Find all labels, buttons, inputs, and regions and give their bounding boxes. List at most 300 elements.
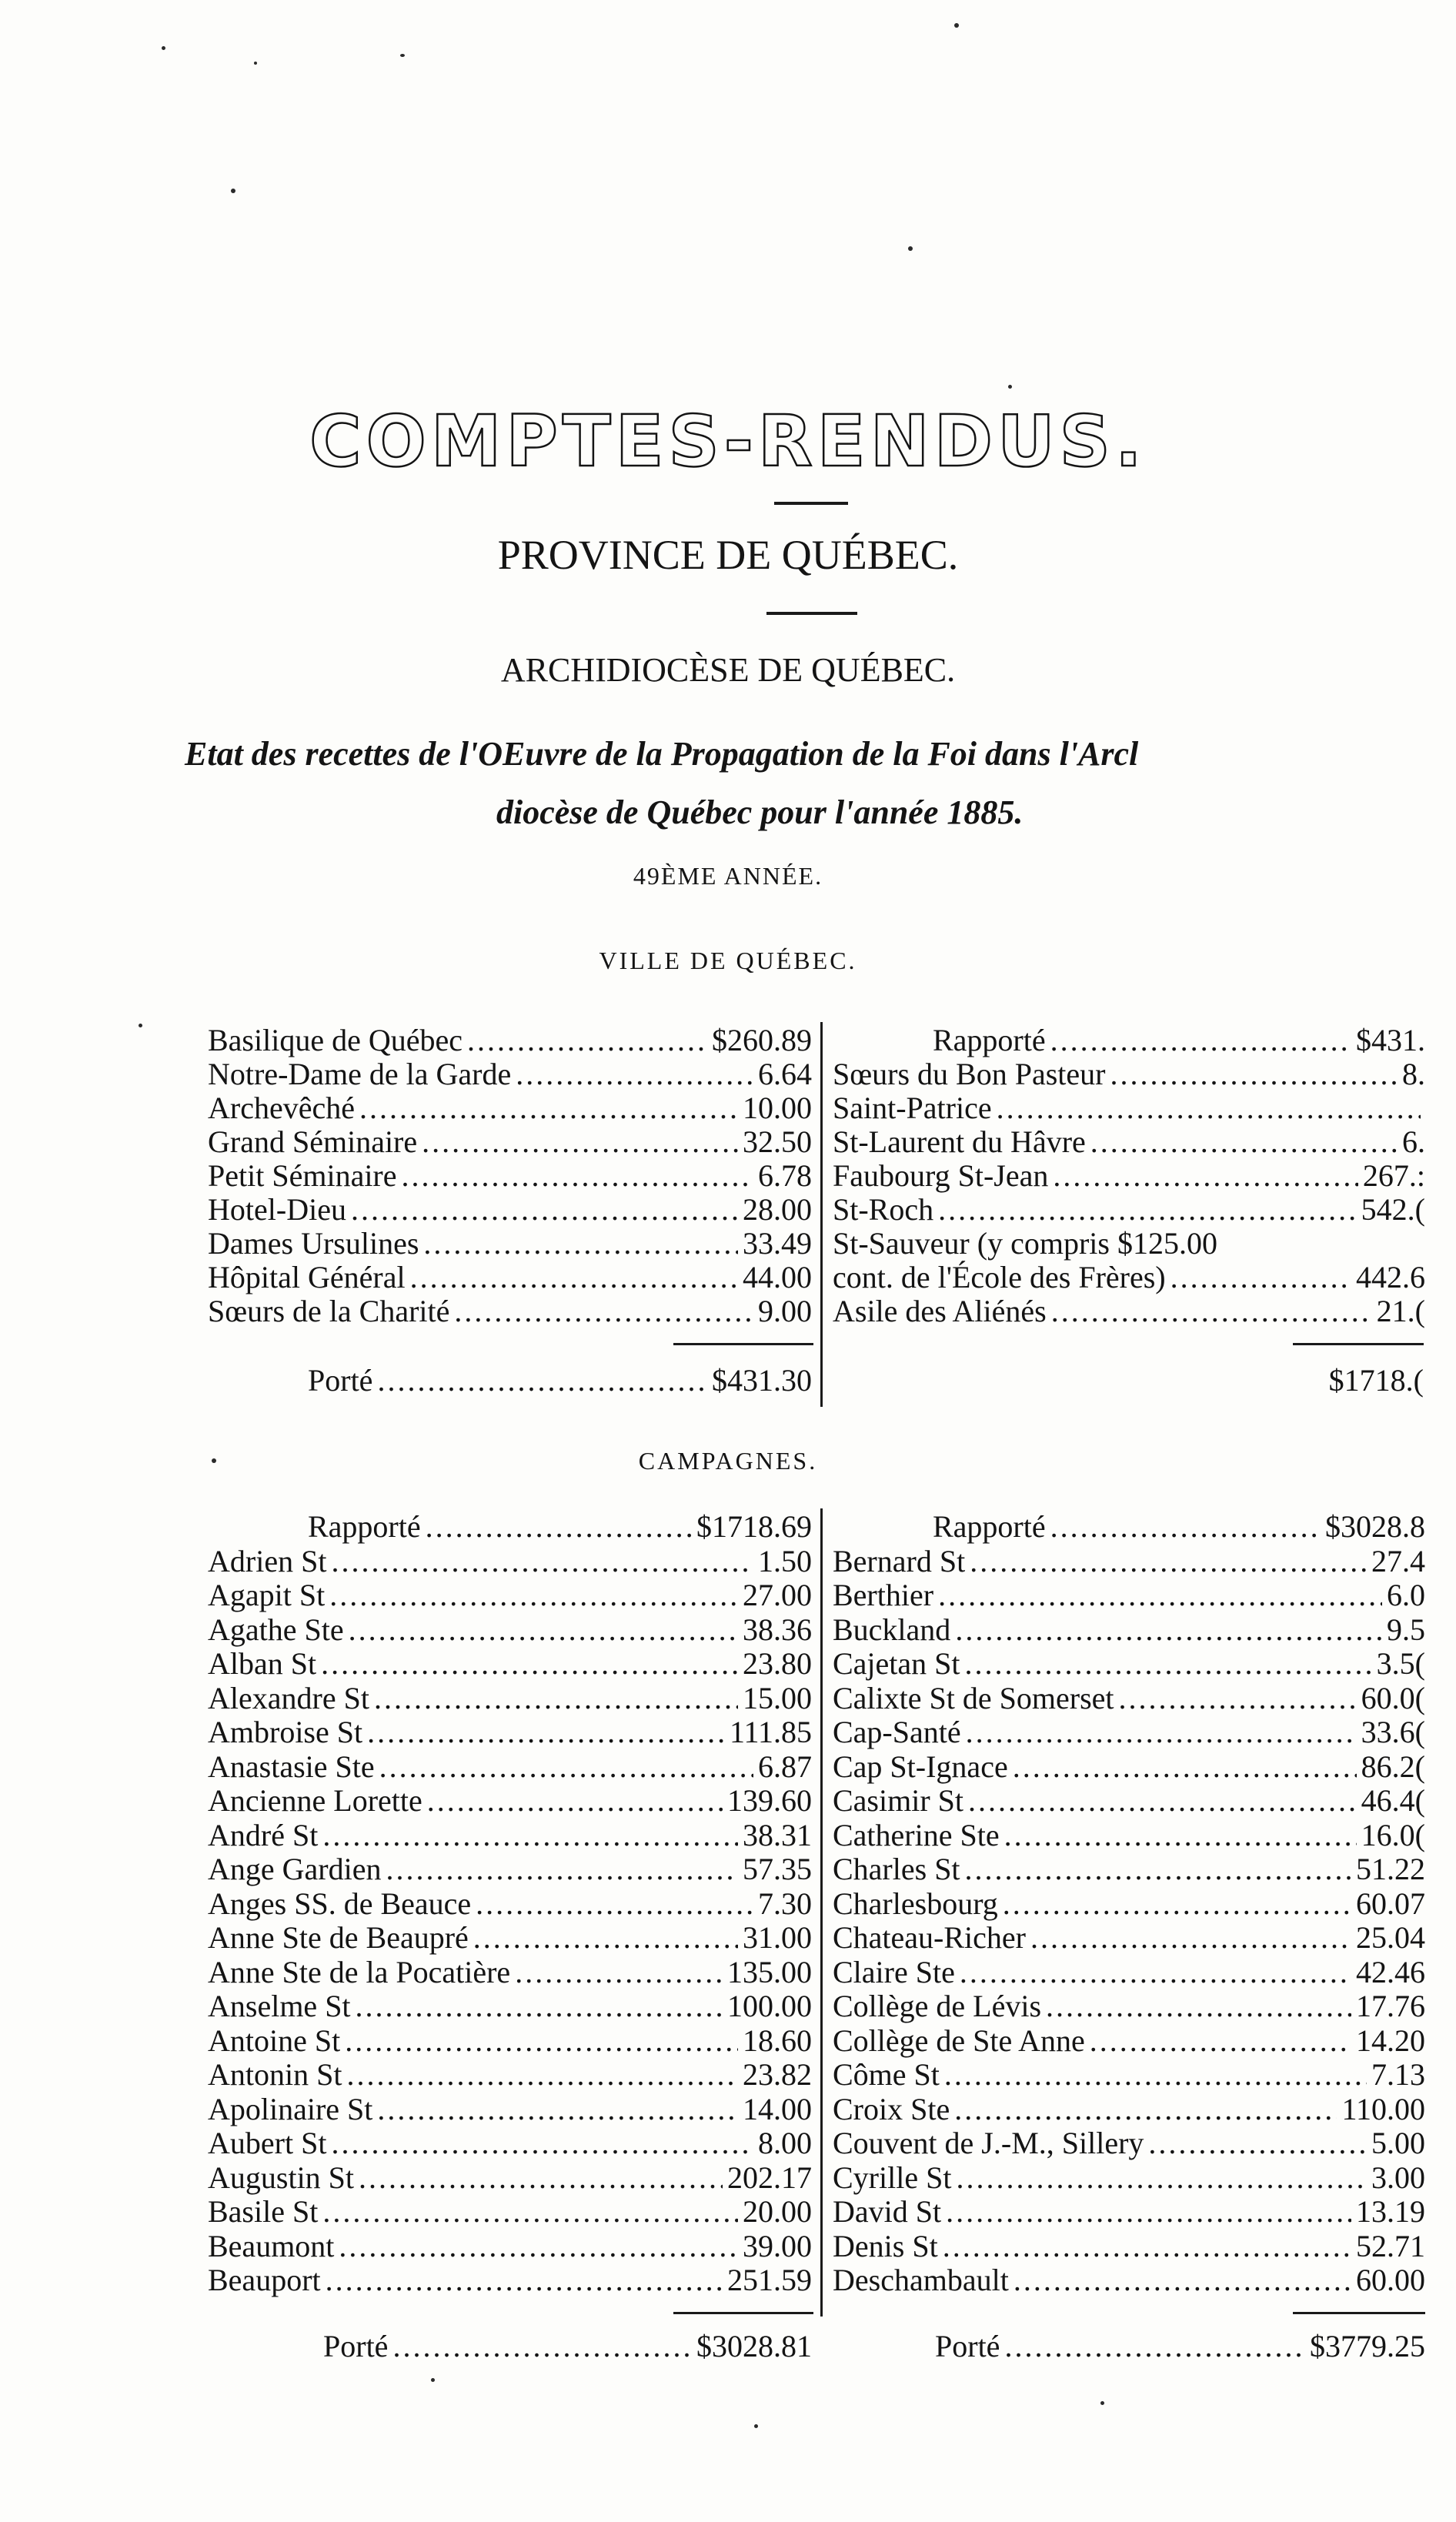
table-row: [208, 1057, 812, 1091]
table-row: [208, 2058, 812, 2093]
amount: 5.00: [1371, 2126, 1425, 2160]
leader-dots: [1003, 1887, 1351, 1922]
total-label: Porté: [323, 2329, 389, 2363]
table-row: [208, 2263, 812, 2298]
table-row: [208, 2126, 812, 2161]
leader-dots: [1090, 2024, 1351, 2059]
leader-dots: [386, 1852, 738, 1887]
table-row: [208, 1887, 812, 1922]
table-row: [208, 1159, 812, 1193]
scan-speck: [231, 189, 235, 193]
leader-dots: [329, 1578, 738, 1613]
amount: 60.0(: [1361, 1680, 1425, 1715]
table-row: [208, 2230, 812, 2264]
parish-name: Anne Ste de la Pocatière: [208, 1954, 511, 1989]
amount: 6.0: [1387, 1578, 1425, 1612]
leader-dots: [1014, 2263, 1351, 2298]
archidiocese-heading: ARCHIDIOCÈSE DE QUÉBEC.: [500, 651, 956, 689]
table-row: [833, 1784, 1425, 1819]
amount: 251.59: [727, 2263, 812, 2297]
table-row: [208, 1819, 812, 1853]
campagnes-right-sum-rule: [1293, 2312, 1425, 2314]
parish-name: Dames Ursulines: [208, 1226, 419, 1261]
table-row: [208, 1091, 812, 1125]
leader-dots: [1046, 1989, 1351, 2024]
scan-speck: [212, 1458, 216, 1463]
parish-name: Alban St: [208, 1646, 317, 1681]
table-row: [833, 1956, 1425, 1990]
amount: 23.80: [743, 1646, 812, 1681]
amount: 33.6(: [1361, 1715, 1425, 1749]
scan-speck: [1100, 2401, 1104, 2405]
leader-dots: [970, 1545, 1367, 1579]
leader-dots: [1119, 1682, 1357, 1716]
leader-dots: [938, 1193, 1357, 1227]
amount: 1.50: [758, 1543, 812, 1578]
leader-dots: [374, 1682, 738, 1716]
table-row: [833, 1125, 1425, 1159]
parish-name: Chateau-Richer: [833, 1920, 1026, 1955]
leader-dots: [1148, 2126, 1367, 2161]
leader-dots: [944, 2058, 1367, 2093]
carried-label: Rapporté: [933, 1023, 1046, 1057]
leader-dots: [997, 1091, 1421, 1125]
amount: 9.5: [1387, 1612, 1425, 1647]
amount: 9.00: [758, 1294, 812, 1328]
parish-name: Cap St-Ignace: [833, 1749, 1008, 1784]
total-amount: $3779.25: [1310, 2329, 1425, 2363]
leader-dots: [965, 1852, 1351, 1887]
parish-name: Ancienne Lorette: [208, 1783, 422, 1818]
amount: 20.00: [743, 2194, 812, 2229]
leader-dots: [515, 1956, 723, 1990]
parish-name: Catherine Ste: [833, 1817, 1000, 1852]
leader-dots: [346, 2058, 738, 2093]
parish-name: Adrien St: [208, 1543, 327, 1578]
ville-right-total-row: [1285, 1362, 1424, 1398]
amount: 42.46: [1356, 1954, 1425, 1989]
leader-dots: [1170, 1261, 1351, 1294]
table-row: [833, 1091, 1425, 1125]
report-subtitle: [185, 725, 1385, 842]
amount: 6.87: [758, 1749, 812, 1784]
parish-name: Apolinaire St: [208, 2091, 373, 2126]
ville-right-sum-rule: [1293, 1343, 1424, 1345]
parish-name: Buckland: [833, 1612, 951, 1647]
amount: 3.5(: [1376, 1646, 1425, 1681]
amount: 7.13: [1371, 2057, 1425, 2092]
table-row: [208, 1024, 812, 1057]
table-row: [833, 2263, 1425, 2298]
leader-dots: [321, 1647, 738, 1682]
parish-name: Cap-Santé: [833, 1715, 961, 1749]
leader-dots: [968, 1784, 1357, 1819]
campagnes-left-total-row: [323, 2328, 812, 2364]
leader-dots: [359, 2161, 723, 2196]
leader-dots: [956, 2161, 1367, 2196]
parish-name: Claire Ste: [833, 1954, 955, 1989]
leader-dots: [410, 1261, 738, 1294]
parish-name: Anne Ste de Beaupré: [208, 1920, 469, 1955]
amount: 32.50: [743, 1124, 812, 1159]
leader-dots: [955, 1613, 1382, 1648]
leader-dots: [377, 2093, 738, 2127]
amount: 33.49: [743, 1226, 812, 1261]
leader-dots: [1110, 1057, 1398, 1091]
table-row: [208, 1227, 812, 1261]
table-row: [208, 1545, 812, 1579]
amount: 135.00: [727, 1954, 812, 1989]
table-row: [208, 1125, 812, 1159]
table-row: [833, 2126, 1425, 2161]
table-row: [208, 2195, 812, 2230]
scan-speck: [431, 2378, 435, 2382]
leader-dots: [359, 1091, 738, 1125]
campagnes-right-column: [833, 1510, 1425, 2298]
table-row: [833, 2093, 1425, 2127]
parish-name: Calixte St de Somerset: [833, 1680, 1114, 1715]
leader-dots: [339, 2230, 738, 2264]
table-row: [208, 1715, 812, 1750]
table-row: [833, 2024, 1425, 2059]
amount: 110.00: [1341, 2091, 1425, 2126]
table-row: [208, 1750, 812, 1785]
leader-dots: [331, 2126, 753, 2161]
carried-label: Rapporté: [308, 1509, 421, 1544]
parish-name: Antoine St: [208, 2023, 341, 2058]
leader-dots: [1050, 1510, 1321, 1545]
amount: 57.35: [743, 1852, 812, 1886]
table-row: [833, 1750, 1425, 1785]
amount: 44.00: [743, 1260, 812, 1294]
table-row: [208, 1784, 812, 1819]
amount: 139.60: [727, 1783, 812, 1818]
parish-name: Agathe Ste: [208, 1612, 344, 1647]
leader-dots: [331, 1545, 753, 1579]
parish-name: Anselme St: [208, 1989, 351, 2023]
parish-name: Asile des Aliénés: [833, 1294, 1047, 1328]
amount: 8.00: [758, 2126, 812, 2160]
total-label: Porté: [308, 1363, 373, 1398]
carried-forward-row: [208, 1510, 812, 1545]
ville-left-total-row: [308, 1362, 812, 1398]
amount: 27.00: [743, 1578, 812, 1612]
parish-name: Notre-Dame de la Garde: [208, 1057, 512, 1091]
parish-name: Deschambault: [833, 2263, 1009, 2297]
leader-dots: [516, 1057, 753, 1091]
amount: 7.30: [758, 1886, 812, 1921]
leader-dots: [423, 1227, 738, 1261]
leader-dots: [473, 1921, 738, 1956]
parish-name: André St: [208, 1817, 319, 1852]
leader-dots: [402, 1159, 753, 1193]
title-rule: [774, 502, 848, 505]
campagnes-column-divider: [820, 1508, 823, 2317]
parish-name: Berthier: [833, 1578, 934, 1612]
leader-dots: [1013, 1750, 1357, 1785]
leader-dots: [422, 1125, 738, 1159]
leader-dots: [427, 1784, 723, 1819]
parish-name: St-Sauveur (y compris $125.00: [833, 1226, 1217, 1261]
parish-name: Petit Séminaire: [208, 1158, 397, 1193]
year-heading: 49ÈME ANNÉE.: [633, 862, 823, 890]
amount: 39.00: [743, 2228, 812, 2263]
leader-dots: [454, 1294, 753, 1328]
table-row: [833, 1578, 1425, 1613]
amount: 267.:: [1362, 1158, 1425, 1193]
amount: 86.2(: [1361, 1749, 1425, 1784]
table-row: [833, 1261, 1425, 1294]
parish-name: Bernard St: [833, 1543, 966, 1578]
table-row: [208, 1956, 812, 1990]
table-row: [208, 1989, 812, 2024]
parish-name: Sœurs du Bon Pasteur: [833, 1057, 1106, 1091]
table-row: [833, 1887, 1425, 1922]
leader-dots: [349, 1613, 738, 1648]
amount: 21.(: [1376, 1294, 1425, 1328]
parish-name: Beauport: [208, 2263, 321, 2297]
amount: 23.82: [743, 2057, 812, 2092]
parish-name: St-Roch: [833, 1192, 934, 1227]
scan-speck: [400, 54, 405, 57]
amount: 38.31: [743, 1817, 812, 1852]
scan-speck: [954, 23, 959, 28]
leader-dots: [1090, 1125, 1398, 1159]
table-row: [833, 1193, 1425, 1227]
parish-name: Aubert St: [208, 2126, 327, 2160]
table-row: [208, 2161, 812, 2196]
parish-name: St-Laurent du Hâvre: [833, 1124, 1086, 1159]
amount: 60.00: [1356, 2263, 1425, 2297]
table-row: [208, 2024, 812, 2059]
table-row: [208, 1613, 812, 1648]
table-row: [833, 1545, 1425, 1579]
table-row: [208, 2093, 812, 2127]
scan-speck: [754, 2424, 758, 2428]
scan-speck: [1008, 385, 1012, 389]
parish-name: Hôpital Général: [208, 1260, 406, 1294]
leader-dots: [322, 1819, 738, 1853]
table-row: [833, 1057, 1425, 1091]
leader-dots: [377, 1362, 707, 1398]
leader-dots: [1004, 2328, 1305, 2364]
scan-speck: [139, 1024, 142, 1027]
table-row: [833, 1921, 1425, 1956]
carried-label: Rapporté: [933, 1509, 1046, 1544]
parish-name: Augustin St: [208, 2160, 355, 2195]
amount: 25.04: [1356, 1920, 1425, 1955]
table-row: [208, 1647, 812, 1682]
leader-dots: [426, 1510, 692, 1545]
leader-dots: [356, 1989, 723, 2024]
amount: 14.20: [1356, 2023, 1425, 2058]
table-row: [833, 2230, 1425, 2264]
scan-speck: [162, 46, 165, 50]
table-row: [833, 1227, 1425, 1261]
amount: 17.76: [1356, 1989, 1425, 2023]
parish-name: Archevêché: [208, 1091, 355, 1125]
parish-name: Agapit St: [208, 1578, 326, 1612]
table-row: [208, 1682, 812, 1716]
amount: 542.(: [1361, 1192, 1425, 1227]
campagnes-heading: CAMPAGNES.: [638, 1447, 818, 1475]
table-row: [208, 1193, 812, 1227]
amount: 202.17: [727, 2160, 812, 2195]
table-row: [833, 1852, 1425, 1887]
parish-name: Couvent de J.-M., Sillery: [833, 2126, 1144, 2160]
carried-amount: $3028.8: [1325, 1509, 1425, 1544]
table-row: [208, 1578, 812, 1613]
table-row: [833, 2195, 1425, 2230]
leader-dots: [1004, 1819, 1357, 1853]
page-title: COMPTES-RENDUS.: [309, 400, 1147, 483]
leader-dots: [1053, 1159, 1358, 1193]
carried-amount: $1718.69: [696, 1509, 812, 1544]
table-row: [833, 1715, 1425, 1750]
leader-dots: [1030, 1921, 1351, 1956]
leader-dots: [345, 2024, 738, 2059]
amount: 46.4(: [1361, 1783, 1425, 1818]
parish-name: Ange Gardien: [208, 1852, 382, 1886]
amount: 51.22: [1356, 1852, 1425, 1886]
parish-name: Denis St: [833, 2228, 938, 2263]
leader-dots: [476, 1887, 753, 1922]
amount: 16.0(: [1361, 1817, 1425, 1852]
parish-name: Grand Séminaire: [208, 1124, 418, 1159]
table-row: [833, 1613, 1425, 1648]
campagnes-right-total-row: [935, 2328, 1425, 2364]
leader-dots: [1050, 1024, 1351, 1057]
parish-name: Antonin St: [208, 2057, 342, 2092]
parish-name: cont. de l'École des Frères): [833, 1260, 1166, 1294]
parish-name: Beaumont: [208, 2228, 335, 2263]
table-row: [208, 1921, 812, 1956]
parish-name: Côme St: [833, 2057, 940, 2092]
total-amount: $431.30: [712, 1363, 812, 1398]
amount: $260.89: [712, 1023, 812, 1057]
ville-column-divider: [820, 1022, 823, 1407]
amount: 38.36: [743, 1612, 812, 1647]
parish-name: Charlesbourg: [833, 1886, 998, 1921]
campagnes-left-column: [208, 1510, 812, 2298]
leader-dots: [379, 1750, 753, 1785]
amount: 442.6: [1356, 1260, 1425, 1294]
leader-dots: [966, 1715, 1357, 1750]
ville-heading: VILLE DE QUÉBEC.: [599, 947, 857, 974]
table-row: [833, 2161, 1425, 2196]
total-label: Porté: [935, 2329, 1000, 2363]
parish-name: David St: [833, 2194, 942, 2229]
parish-name: Ambroise St: [208, 1715, 363, 1749]
province-heading: PROVINCE DE QUÉBEC.: [497, 532, 959, 578]
table-row: [833, 1682, 1425, 1716]
amount: 28.00: [743, 1192, 812, 1227]
amount: 18.60: [743, 2023, 812, 2058]
table-row: [833, 2058, 1425, 2093]
ville-left-column: [208, 1024, 812, 1328]
total-amount: $1718.(: [1328, 1363, 1424, 1398]
leader-dots: [1051, 1294, 1372, 1328]
leader-dots: [943, 2230, 1351, 2264]
leader-dots: [954, 2093, 1337, 2127]
parish-name: Faubourg St-Jean: [833, 1158, 1049, 1193]
province-rule: [766, 612, 857, 615]
carried-amount: $431.: [1356, 1023, 1425, 1057]
table-row: [833, 1819, 1425, 1853]
subtitle-line-1: Etat des recettes de l'OEuvre de la Propagation de la Foi dans l'Arcl: [185, 735, 1139, 773]
parish-name: Sœurs de la Charité: [208, 1294, 450, 1328]
table-row: [833, 1989, 1425, 2024]
parish-name: Hotel-Dieu: [208, 1192, 346, 1227]
parish-name: Casimir St: [833, 1783, 964, 1818]
parish-name: Anastasie Ste: [208, 1749, 375, 1784]
carried-forward-row: [833, 1510, 1425, 1545]
scan-speck: [254, 62, 257, 65]
parish-name: Cajetan St: [833, 1646, 960, 1681]
table-row: [208, 1294, 812, 1328]
table-row: [208, 1852, 812, 1887]
parish-name: Basile St: [208, 2194, 319, 2229]
leader-dots: [965, 1647, 1372, 1682]
leader-dots: [467, 1024, 707, 1057]
amount: 14.00: [743, 2091, 812, 2126]
amount: 3.00: [1371, 2160, 1425, 2195]
total-amount: $3028.81: [696, 2329, 812, 2363]
leader-dots: [351, 1193, 738, 1227]
amount: 13.19: [1356, 2194, 1425, 2229]
amount: 52.71: [1356, 2228, 1425, 2263]
amount: 10.00: [743, 1091, 812, 1125]
parish-name: Croix Ste: [833, 2091, 950, 2126]
amount: 27.4: [1371, 1543, 1425, 1578]
amount: 6.64: [758, 1057, 812, 1091]
amount: 6.78: [758, 1158, 812, 1193]
parish-name: Collège de Lévis: [833, 1989, 1042, 2023]
amount: 111.85: [729, 1715, 812, 1749]
amount: 60.07: [1356, 1886, 1425, 1921]
parish-name: Collège de Ste Anne: [833, 2023, 1085, 2058]
leader-dots: [326, 2263, 723, 2298]
amount: 15.00: [743, 1680, 812, 1715]
subtitle-line-2: diocèse de Québec pour l'année 1885.: [496, 793, 1024, 831]
amount: 6.: [1402, 1124, 1425, 1159]
parish-name: Charles St: [833, 1852, 960, 1886]
amount: 100.00: [727, 1989, 812, 2023]
parish-name: Anges SS. de Beauce: [208, 1886, 472, 1921]
amount: 31.00: [743, 1920, 812, 1955]
parish-name: Saint-Patrice: [833, 1091, 992, 1125]
leader-dots: [946, 2195, 1351, 2230]
amount: 8.: [1402, 1057, 1425, 1091]
leader-dots: [367, 1715, 725, 1750]
table-row: [833, 1159, 1425, 1193]
table-row: [208, 1261, 812, 1294]
leader-dots: [322, 2195, 738, 2230]
scan-speck: [908, 246, 913, 251]
carried-forward-row: [833, 1024, 1425, 1057]
table-row: [833, 1294, 1425, 1328]
campagnes-left-sum-rule: [673, 2312, 813, 2314]
parish-name: Cyrille St: [833, 2160, 952, 2195]
table-row: [833, 1647, 1425, 1682]
parish-name: Basilique de Québec: [208, 1023, 463, 1057]
ville-left-sum-rule: [673, 1343, 813, 1345]
leader-dots: [392, 2328, 692, 2364]
leader-dots: [938, 1578, 1382, 1613]
parish-name: Alexandre St: [208, 1680, 369, 1715]
ville-right-column: [833, 1024, 1425, 1328]
leader-dots: [960, 1956, 1351, 1990]
